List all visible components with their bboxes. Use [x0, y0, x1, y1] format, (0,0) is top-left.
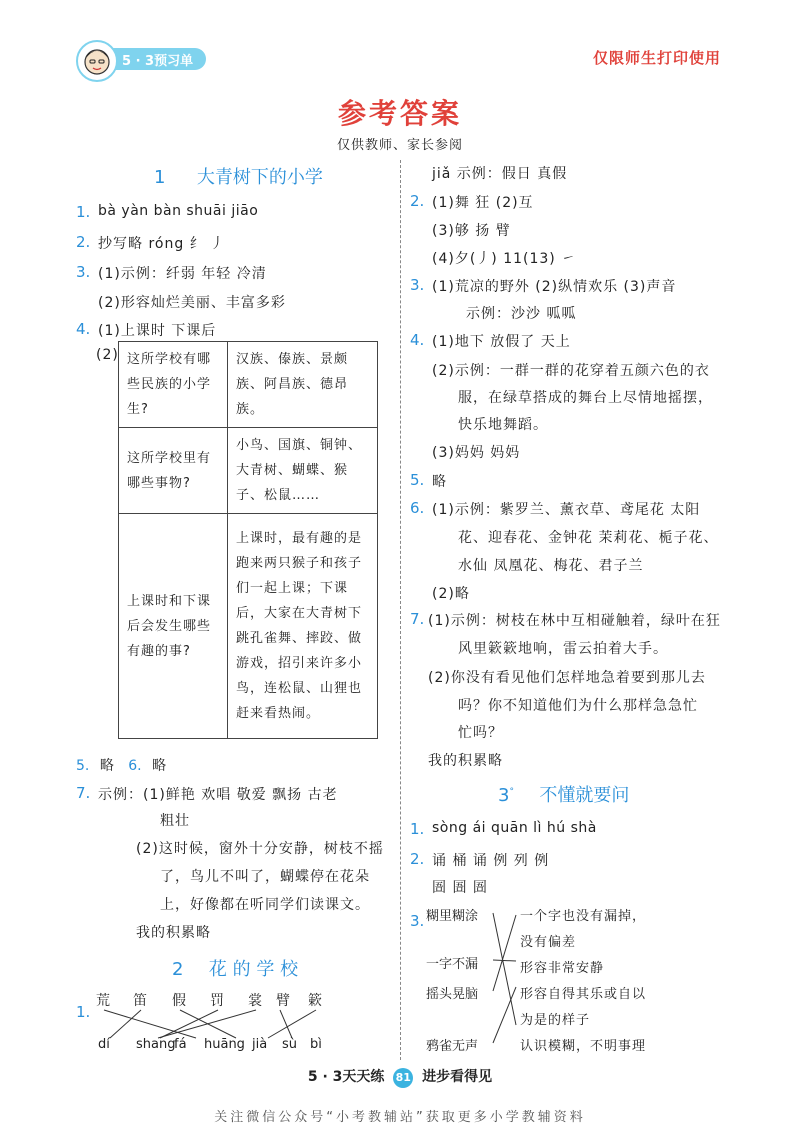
answer-line: (1)示例：纤弱 年轻 冷清: [98, 266, 267, 282]
answer-line: 圄 圄 圄: [432, 880, 488, 896]
idiom-meaning: 一个字也没有漏掉，: [520, 909, 647, 924]
section-1-number: 1: [154, 167, 166, 188]
idiom-item: 摇头晃脑: [426, 987, 479, 1002]
answer-line: 示例：(1)鲜艳 欢唱 敬爱 飘扬 古老: [98, 787, 338, 803]
matching-character: 裳: [248, 993, 262, 1009]
answer-line: jiǎ 示例：假日 真假: [432, 166, 568, 182]
question-number: 3.: [410, 276, 425, 294]
answer-line: 吗？你不知道他们为什么那样急急忙: [458, 698, 698, 714]
section-1-name: 大青树下的小学: [196, 167, 323, 188]
table-cell-answer: 上课时，最有趣的是跑来两只猴子和孩子们一起上课；下课后，大家在大青树下跳孔雀舞、摔跤、做游戏，招引来许多小鸟，连松鼠、山狸也赶来看热闹。: [228, 514, 378, 739]
answer-line: (1)地下 放假了 天上: [432, 334, 571, 350]
table-row: [119, 342, 378, 428]
answer-table: [118, 341, 378, 739]
idiom-meaning: 为是的样子: [520, 1013, 591, 1028]
matching-pinyin: bì: [310, 1037, 322, 1052]
answer-line-5-6: [76, 755, 166, 775]
mascot-avatar-icon: [76, 40, 118, 82]
answer-line: 忙吗？: [458, 725, 503, 741]
answer-line: (2)这时候，窗外十分安静，树枝不摇: [136, 841, 384, 857]
answer-line: (1)荒凉的野外 (2)纵情欢乐 (3)声音: [432, 279, 677, 295]
question-number: 1.: [76, 1003, 91, 1021]
idiom-meaning: 形容非常安静: [520, 961, 605, 976]
section-3-title: 3° 不懂就要问: [498, 785, 630, 806]
question-number: 6.: [128, 758, 142, 774]
section-2-number: 2: [172, 959, 184, 980]
question-number: 5.: [76, 758, 90, 774]
answer-line: bà yàn bàn shuāi jiāo: [98, 203, 259, 219]
matching-character: 罚: [210, 993, 224, 1009]
answer-line: 服，在绿草搭成的舞台上尽情地摇摆，: [458, 390, 713, 406]
badge-label: 5 · 3预习单: [122, 54, 194, 69]
footer-watermark: 关注微信公众号“小考教辅站”获取更多小学教辅资料: [214, 1110, 586, 1125]
answer-line: (2)你没有看见他们怎样地急着要到那儿去: [428, 670, 706, 686]
footer-right: 进步看得见: [422, 1069, 493, 1085]
answer-line: (2)略: [432, 586, 470, 602]
section-3-number: 3: [498, 785, 510, 806]
print-notice: 仅限师生打印使用: [593, 49, 722, 67]
idiom-meaning: 形容自得其乐或自以: [520, 987, 647, 1002]
footer: [0, 1066, 800, 1088]
idiom-meaning: 认识模糊，不明事理: [520, 1039, 647, 1054]
answer-line: (1)示例：紫罗兰、薰衣草、鸢尾花 太阳: [432, 502, 701, 518]
question-number: 4.: [410, 331, 425, 349]
table-cell-question: 上课时和下课后会发生哪些有趣的事?: [119, 514, 228, 739]
answer-line: (2): [96, 347, 119, 363]
question-number: 6.: [410, 499, 425, 517]
answer-line: (3)够 扬 臂: [432, 223, 511, 239]
answer-line: 花、迎春花、金钟花 茉莉花、栀子花、: [458, 530, 719, 546]
question-number: 2.: [410, 850, 425, 868]
answer-line: 上，好像都在听同学们读课文。: [160, 897, 370, 913]
answer-line: 水仙 凤凰花、梅花、君子兰: [458, 558, 644, 574]
question-number: 7.: [76, 784, 91, 802]
answer-text: 略: [152, 758, 167, 774]
answer-line: (1)舞 狂 (2)互: [432, 195, 534, 211]
table-cell-question: 这所学校有哪些民族的小学生?: [119, 342, 228, 428]
matching-pinyin: fá: [174, 1037, 187, 1052]
answer-line: (4)夕(丿) 11(13) ㇀: [432, 251, 577, 267]
table-row: [119, 514, 378, 739]
section-2-name: 花 的 学 校: [208, 959, 299, 980]
question-number: 2.: [76, 233, 91, 251]
question-number: 7.: [410, 610, 425, 628]
answer-line: 示例：沙沙 呱呱: [466, 306, 577, 322]
matching-character: 簌: [308, 993, 322, 1009]
answer-line: 风里簌簌地响，雷云拍着大手。: [458, 641, 668, 657]
section-2-title: [172, 955, 298, 981]
idiom-item: 一字不漏: [426, 957, 479, 972]
matching-character: 臂: [276, 993, 290, 1009]
answer-line: (3)妈妈 妈妈: [432, 445, 521, 461]
footer-left: 5 · 3天天练: [307, 1069, 385, 1085]
question-number: 3.: [410, 912, 425, 930]
matching-character: 假: [172, 993, 186, 1009]
answer-line: (1)示例：树枝在林中互相碰触着，绿叶在狂: [428, 613, 721, 629]
matching-character: 笛: [133, 993, 147, 1009]
idiom-meaning: 没有偏差: [520, 935, 577, 950]
matching-pinyin: shang: [136, 1037, 176, 1052]
answer-line: 快乐地舞蹈。: [458, 417, 548, 433]
idiom-item: 鸦雀无声: [426, 1039, 479, 1054]
matching-pinyin: sù: [282, 1037, 298, 1052]
table-cell-question: 这所学校里有哪些事物?: [119, 428, 228, 514]
header-badge: [108, 48, 206, 70]
matching-pinyin: jià: [252, 1037, 268, 1052]
question-number: 1.: [410, 820, 425, 838]
page-title: 参考答案: [337, 97, 462, 130]
question-number: 3.: [76, 263, 91, 281]
answer-line: 略: [432, 474, 447, 490]
question-number: 2.: [410, 192, 425, 210]
answer-line: 我的积累略: [136, 925, 211, 941]
answer-line: 抄写略 róng 纟 丿: [98, 236, 226, 252]
table-cell-answer: 小鸟、国旗、铜钟、大青树、蝴蝶、猴子、松鼠……: [228, 428, 378, 514]
column-divider: [400, 160, 401, 1060]
question-number: 1.: [76, 203, 91, 221]
answer-line: 我的积累略: [428, 753, 503, 769]
idiom-item: 糊里糊涂: [426, 909, 479, 924]
matching-character: 荒: [96, 993, 110, 1009]
matching-top-row: [96, 990, 396, 1010]
question-number: 4.: [76, 320, 91, 338]
page-subtitle: 仅供教师、家长参阅: [336, 138, 463, 153]
table-cell-answer: 汉族、傣族、景颇族、阿昌族、德昂族。: [228, 342, 378, 428]
answer-line: 了，鸟儿不叫了，蝴蝶停在花朵: [160, 869, 370, 885]
idiom-right-column: [520, 905, 700, 1065]
footer-page-number: 81: [393, 1068, 413, 1088]
question-number: 5.: [410, 471, 425, 489]
matching-pinyin: dí: [98, 1037, 110, 1052]
answer-text: 略: [99, 758, 119, 774]
answer-line: (2)形容灿烂美丽、丰富多彩: [98, 295, 286, 311]
matching-pinyin: huāng: [204, 1037, 245, 1052]
answer-line: sòng ái quān lì hú shà: [432, 820, 597, 836]
matching-bottom-row: [96, 1037, 396, 1057]
section-1-title: [154, 163, 323, 189]
idiom-matching-lines: [490, 905, 520, 1055]
table-row: [119, 428, 378, 514]
answer-line: 粗壮: [160, 813, 190, 829]
answer-line: (1)上课时 下课后: [98, 323, 217, 339]
answer-line: (2)示例：一群一群的花穿着五颜六色的衣: [432, 363, 710, 379]
section-3-name: 不懂就要问: [539, 785, 630, 806]
answer-line: 诵 桶 诵 例 列 例: [432, 853, 550, 869]
